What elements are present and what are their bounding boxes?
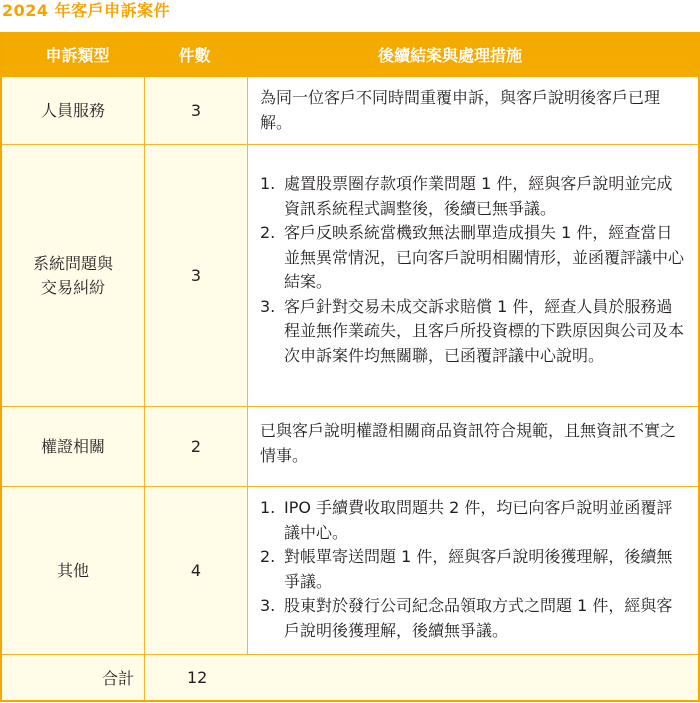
measures-cell <box>248 77 698 144</box>
measure-number: 3. <box>260 296 276 316</box>
complaint-type-label: 人員服務 <box>40 100 105 120</box>
count-cell: 2 <box>145 407 248 486</box>
measures-text: 為同一位客戶不同時間重覆申訴，與客戶說明後客戶已理解。 <box>260 88 661 132</box>
total-row <box>2 655 698 700</box>
measures-text: 已與客戶說明權證相關商品資訊符合規範，且無資訊不實之情事。 <box>260 421 677 465</box>
table-row <box>2 407 698 487</box>
measure-text: IPO 手續費收取問題共 2 件，均已向客戶說明並函覆評議中心。 <box>284 498 673 542</box>
measure-text: 股東對於發行公司紀念品領取方式之問題 1 件，經與客戶說明後獲理解，後續無爭議。 <box>284 596 673 640</box>
measures-cell <box>248 487 698 654</box>
table-row <box>2 77 698 145</box>
measure-item <box>260 496 688 545</box>
header-measures: 後續結案與處理措施 <box>378 46 523 65</box>
measure-number: 1. <box>260 498 276 517</box>
header-complaint-type: 申訴類型 <box>45 46 110 65</box>
measure-text: 客戶針對交易未成交訴求賠償 1 件，經查人員於服務過程並無作業疏失，且客戶所投資標的下跌原因與公司及本次申訴案件均無關聯，已函覆評議中心說明。 <box>284 296 685 365</box>
measure-number: 3. <box>260 596 276 615</box>
total-label: 合計 <box>2 655 145 700</box>
total-value: 12 <box>187 668 208 687</box>
complaint-type-label: 權證相關 <box>40 436 105 456</box>
complaint-type-cell <box>2 407 145 486</box>
table-row <box>2 145 698 407</box>
page-title: 2024 年客戶申訴案件 <box>2 1 171 20</box>
measure-item <box>260 221 688 295</box>
measure-text: 處置股票圈存款項作業問題 1 件，經與客戶說明並完成資訊系統程式調整後，後續已無爭議。 <box>284 174 673 218</box>
measure-number: 2. <box>260 223 276 242</box>
measure-item <box>260 594 688 643</box>
header-count: 件數 <box>178 46 211 65</box>
count-cell: 4 <box>145 487 248 654</box>
complaint-type-label-line: 交易糾紛 <box>40 277 105 297</box>
count-cell: 3 <box>145 145 248 406</box>
complaint-type-cell <box>2 77 145 144</box>
measure-item <box>260 545 688 594</box>
measures-cell <box>248 145 698 406</box>
table-row <box>2 487 698 655</box>
complaints-table <box>0 32 700 702</box>
table-header-row <box>2 32 698 77</box>
measures-cell <box>248 407 698 486</box>
measure-item <box>260 172 688 221</box>
measure-number: 2. <box>260 547 276 566</box>
measure-text: 客戶反映系統當機致無法刪單造成損失 1 件，經查當日並無異常情況，已向客戶說明相關情形，並函覆評議中心結案。 <box>284 223 685 291</box>
complaint-type-cell <box>2 145 145 406</box>
complaint-type-label: 其他 <box>56 560 89 580</box>
measure-text: 對帳單寄送問題 1 件，經與客戶說明後獲理解，後續無爭議。 <box>284 547 673 591</box>
measure-item <box>260 295 688 369</box>
complaint-type-label-line: 系統問題與 <box>32 253 113 273</box>
complaint-type-cell <box>2 487 145 654</box>
measure-number: 1. <box>260 174 276 193</box>
count-cell: 3 <box>145 77 248 144</box>
